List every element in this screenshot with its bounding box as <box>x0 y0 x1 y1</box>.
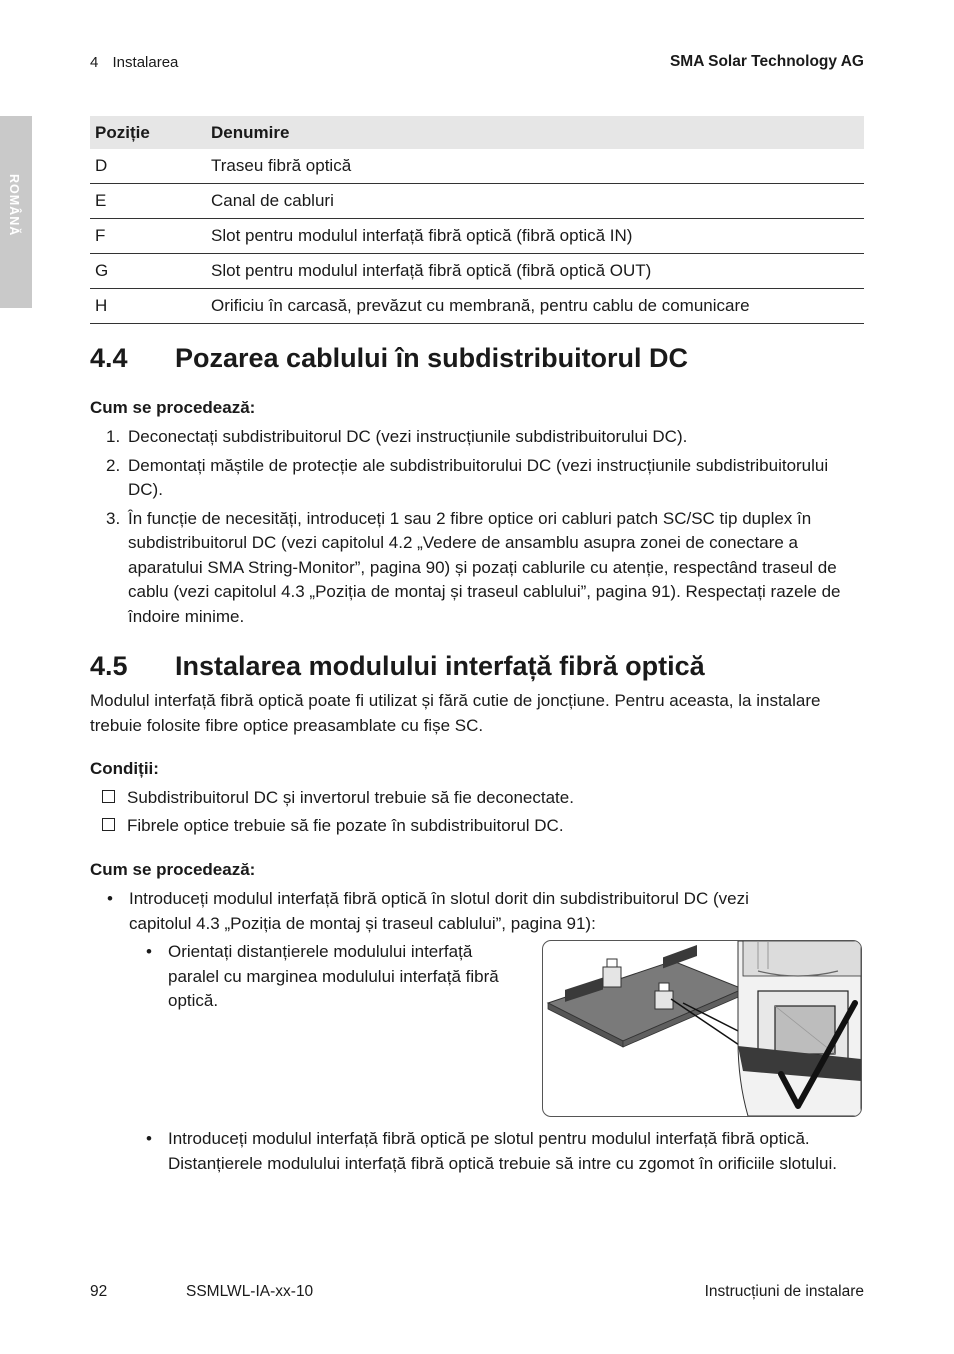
section-title: Pozarea cablului în subdistribuitorul DC <box>175 343 689 373</box>
chapter-number: 4 <box>90 54 99 71</box>
chapter-title: Instalarea <box>112 54 179 71</box>
designation-cell: Orificiu în carcasă, prevăzut cu membrană, pentru cablu de comunicare <box>206 289 864 324</box>
step-number: 1. <box>106 427 121 446</box>
procedure-label: Cum se procedează: <box>90 398 256 417</box>
list-item <box>90 425 864 450</box>
table-row <box>90 289 864 324</box>
module-orientation-figure <box>542 940 862 1117</box>
section-title: Instalarea modulului interfață fibră optică <box>175 651 705 681</box>
condition-text: Fibrele optice trebuie să fie pozate în subdistribuitorul DC. <box>127 816 564 835</box>
list-item <box>90 507 864 630</box>
page-number: 92 <box>90 1283 108 1300</box>
step-text: Deconectați subdistribuitorul DC (vezi instrucțiunile subdistribuitorului DC). <box>128 427 688 446</box>
bullet-icon: • <box>146 1129 152 1148</box>
condition-text: Subdistribuitorul DC și invertorul trebuie să fie deconectate. <box>127 788 574 807</box>
designation-cell: Traseu fibră optică <box>206 149 864 184</box>
position-cell: E <box>90 184 206 219</box>
bullet-text: Introduceți modulul interfață fibră optică pe slotul pentru modulul interfață fibră optică. Distanțierele modulului interfață fibră optică trebuie să intre cu zgomot în orificiile slotului. <box>168 1129 837 1173</box>
bullet-text: Orientați distanțierele modulului interfață paralel cu marginea modulului interfață fibră optică. <box>168 942 499 1010</box>
condition-item <box>102 788 574 808</box>
position-table <box>90 116 864 324</box>
step-text: În funcție de necesități, introduceți 1 sau 2 fibre optice ori cabluri patch SC/SC tip duplex în subdistribuitorul DC (vezi capitolul 4.2 „Vedere de ansamblu asupra zonei de conectare a aparatului SMA String-Monitor”, pagina 90) și pozați cablurile cu atenție, respectând traseul de cablu (vezi capitolul 4.3 „Poziția de montaj și traseul cablului”, pagina 91). Respectați razele de îndoire minime. <box>128 508 841 626</box>
step-number: 2. <box>106 455 121 475</box>
section-heading-4-4 <box>90 343 688 374</box>
section-heading-4-5 <box>90 651 705 682</box>
language-label: ROMÂNĂ <box>7 174 21 237</box>
bullet-icon: • <box>146 942 152 961</box>
bullet-text: Introduceți modulul interfață fibră optică în slotul dorit din subdistribuitorul DC (vezi capitolul 4.3 „Poziția de montaj și traseul cablului”, pagina 91): <box>129 889 749 933</box>
checkbox-icon <box>102 818 115 831</box>
position-cell: H <box>90 289 206 324</box>
checkbox-icon <box>102 790 115 803</box>
bullet-icon: • <box>107 889 113 908</box>
table-row <box>90 149 864 184</box>
position-cell: D <box>90 149 206 184</box>
conditions-label: Condiții: <box>90 759 159 778</box>
running-header-chapter <box>90 54 178 71</box>
step-text: Demontați măștile de protecție ale subdistribuitorului DC (vezi instrucțiunile subdistribuitorului DC). <box>128 455 829 499</box>
column-header-designation: Denumire <box>206 116 864 149</box>
document-type: Instrucțiuni de instalare <box>704 1283 864 1300</box>
language-side-tab <box>0 116 32 308</box>
list-item <box>90 454 864 503</box>
column-header-position: Poziție <box>90 116 206 149</box>
procedure-label: Cum se procedează: <box>90 860 256 879</box>
section-intro: Modulul interfață fibră optică poate fi utilizat și fără cutie de joncțiune. Pentru aceasta, la instalare trebuie folosite fibre optice preasamblate cu fișe SC. <box>90 691 821 735</box>
list-item <box>107 887 809 936</box>
company-name: SMA Solar Technology AG <box>669 53 864 70</box>
table-header-row <box>90 116 864 149</box>
position-cell: G <box>90 254 206 289</box>
procedure-steps <box>90 425 864 633</box>
position-cell: F <box>90 219 206 254</box>
list-item <box>146 1127 868 1176</box>
table-row <box>90 184 864 219</box>
condition-item <box>102 816 564 836</box>
circuit-board-illustration <box>543 941 861 1116</box>
designation-cell: Slot pentru modulul interfață fibră optică (fibră optică OUT) <box>206 254 864 289</box>
section-number: 4.4 <box>90 343 128 373</box>
document-code: SSMLWL-IA-xx-10 <box>186 1283 314 1300</box>
step-number: 3. <box>106 508 121 528</box>
list-item <box>146 940 508 1014</box>
table-row <box>90 254 864 289</box>
table-row <box>90 219 864 254</box>
section-number: 4.5 <box>90 651 128 681</box>
designation-cell: Slot pentru modulul interfață fibră optică (fibră optică IN) <box>206 219 864 254</box>
designation-cell: Canal de cabluri <box>206 184 864 219</box>
